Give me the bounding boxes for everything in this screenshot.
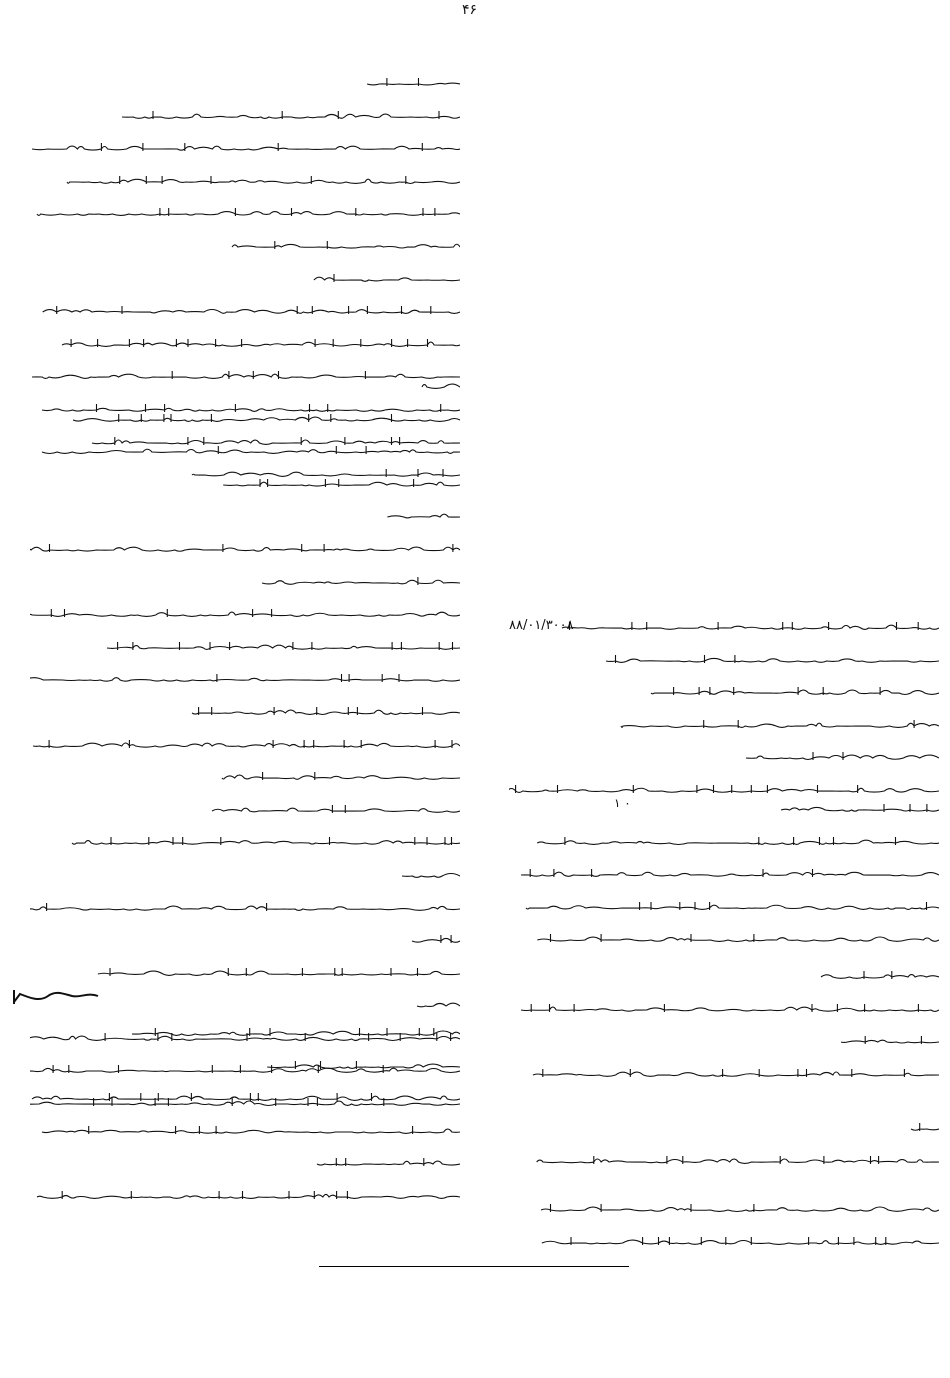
right-column-group-1 — [509, 614, 939, 810]
script-text — [509, 804, 939, 814]
script-text — [30, 241, 460, 251]
script-text — [30, 935, 460, 945]
script-text — [509, 1004, 939, 1014]
left-block-2-line — [30, 903, 460, 928]
right-group-2-line — [509, 934, 939, 959]
left-block-3-line — [30, 1158, 460, 1183]
script-text — [30, 306, 460, 316]
left-block-2-line — [30, 935, 460, 960]
right-group-2-line — [509, 902, 939, 927]
left-block-3-line — [30, 1061, 460, 1086]
left-block-2-line — [30, 414, 460, 439]
left-block-1-line — [30, 339, 460, 364]
script-text — [30, 111, 460, 121]
script-text — [30, 577, 460, 587]
right-group-4-line — [509, 1123, 939, 1148]
script-text — [30, 274, 460, 284]
script-text — [30, 740, 460, 750]
left-block-2-line — [30, 772, 460, 797]
script-text — [30, 1158, 460, 1168]
left-block-2-line — [30, 805, 460, 830]
left-block-1-line — [30, 274, 460, 299]
script-text — [509, 1237, 939, 1247]
right-group-1-line — [509, 687, 939, 712]
right-group-2-line — [509, 837, 939, 862]
left-block-2-line — [30, 544, 460, 569]
script-text — [30, 511, 460, 521]
script-text — [509, 971, 939, 981]
script-text — [509, 1123, 939, 1133]
script-text — [30, 479, 460, 489]
left-block-2-line — [30, 674, 460, 699]
left-block-2-line — [30, 381, 460, 406]
script-text — [30, 414, 460, 424]
heading-script — [10, 984, 100, 1006]
left-block-2-line — [30, 577, 460, 602]
left-block-1-line — [30, 241, 460, 266]
script-text — [30, 78, 460, 88]
script-text — [30, 707, 460, 717]
right-column-group-4 — [509, 1115, 939, 1180]
script-text — [509, 1069, 939, 1079]
left-column-block-2 — [30, 373, 460, 1123]
left-block-3-line — [30, 1191, 460, 1216]
right-group-3-line — [509, 1036, 939, 1061]
right-column-group-3 — [509, 963, 939, 1093]
script-text — [509, 934, 939, 944]
script-text — [30, 837, 460, 847]
left-block-2-line — [30, 707, 460, 732]
right-group-3-line — [509, 971, 939, 996]
left-block-1-line — [30, 143, 460, 168]
script-text — [509, 1204, 939, 1214]
script-text — [30, 1191, 460, 1201]
script-text — [30, 805, 460, 815]
script-text — [509, 785, 939, 795]
left-block-1-line — [30, 306, 460, 331]
script-text — [30, 381, 460, 391]
script-text — [30, 544, 460, 554]
script-text — [30, 903, 460, 913]
left-block-1-line — [30, 176, 460, 201]
section-heading — [10, 984, 100, 1006]
script-text — [30, 1093, 460, 1103]
script-text — [509, 1156, 939, 1166]
right-column-group-5 — [509, 1196, 939, 1261]
script-text — [30, 968, 460, 978]
script-text — [509, 752, 939, 762]
left-block-3-line — [30, 1028, 460, 1053]
script-text — [509, 902, 939, 912]
right-group-5-line — [509, 1237, 939, 1262]
script-text — [509, 720, 939, 730]
script-text — [509, 869, 939, 879]
left-column-block-3 — [30, 1020, 460, 1216]
script-text — [30, 1028, 460, 1038]
script-text — [509, 655, 939, 665]
right-column-group-2 — [509, 796, 939, 959]
script-text — [509, 687, 939, 697]
left-block-3-line — [30, 1093, 460, 1118]
right-group-1-line — [509, 655, 939, 680]
script-text — [30, 339, 460, 349]
script-text — [30, 446, 460, 456]
left-block-1-line — [30, 111, 460, 136]
left-block-1-line — [30, 208, 460, 233]
left-block-3-line — [30, 1126, 460, 1151]
left-block-1-line — [30, 78, 460, 103]
right-group-2-line — [509, 804, 939, 829]
digits-label: ۱ ۰ — [614, 796, 631, 810]
script-text — [30, 1061, 460, 1071]
script-text — [509, 837, 939, 847]
left-block-2-line — [30, 642, 460, 667]
left-block-2-line — [30, 609, 460, 634]
left-block-2-line — [30, 837, 460, 862]
date-label: ۸۸/۰۱/۳۰۰۸ — [509, 618, 574, 633]
right-group-2-line — [509, 869, 939, 894]
left-block-2-line — [30, 740, 460, 765]
right-group-5-line — [509, 1204, 939, 1229]
script-text — [30, 1126, 460, 1136]
right-group-1-line — [509, 752, 939, 777]
script-text — [30, 772, 460, 782]
script-text — [30, 208, 460, 218]
script-text — [30, 143, 460, 153]
left-block-2-line — [30, 479, 460, 504]
script-text — [509, 1036, 939, 1046]
left-block-2-line — [30, 511, 460, 536]
right-group-3-line — [509, 1004, 939, 1029]
footnote-divider — [319, 1266, 629, 1267]
script-text — [30, 609, 460, 619]
script-text — [30, 674, 460, 684]
script-text — [30, 642, 460, 652]
right-group-1-line — [509, 720, 939, 745]
right-group-4-line — [509, 1156, 939, 1181]
script-text — [30, 176, 460, 186]
left-block-2-line — [30, 446, 460, 471]
script-text — [30, 870, 460, 880]
page-number: ۴۶ — [462, 2, 478, 18]
right-group-3-line — [509, 1069, 939, 1094]
left-block-2-line — [30, 870, 460, 895]
